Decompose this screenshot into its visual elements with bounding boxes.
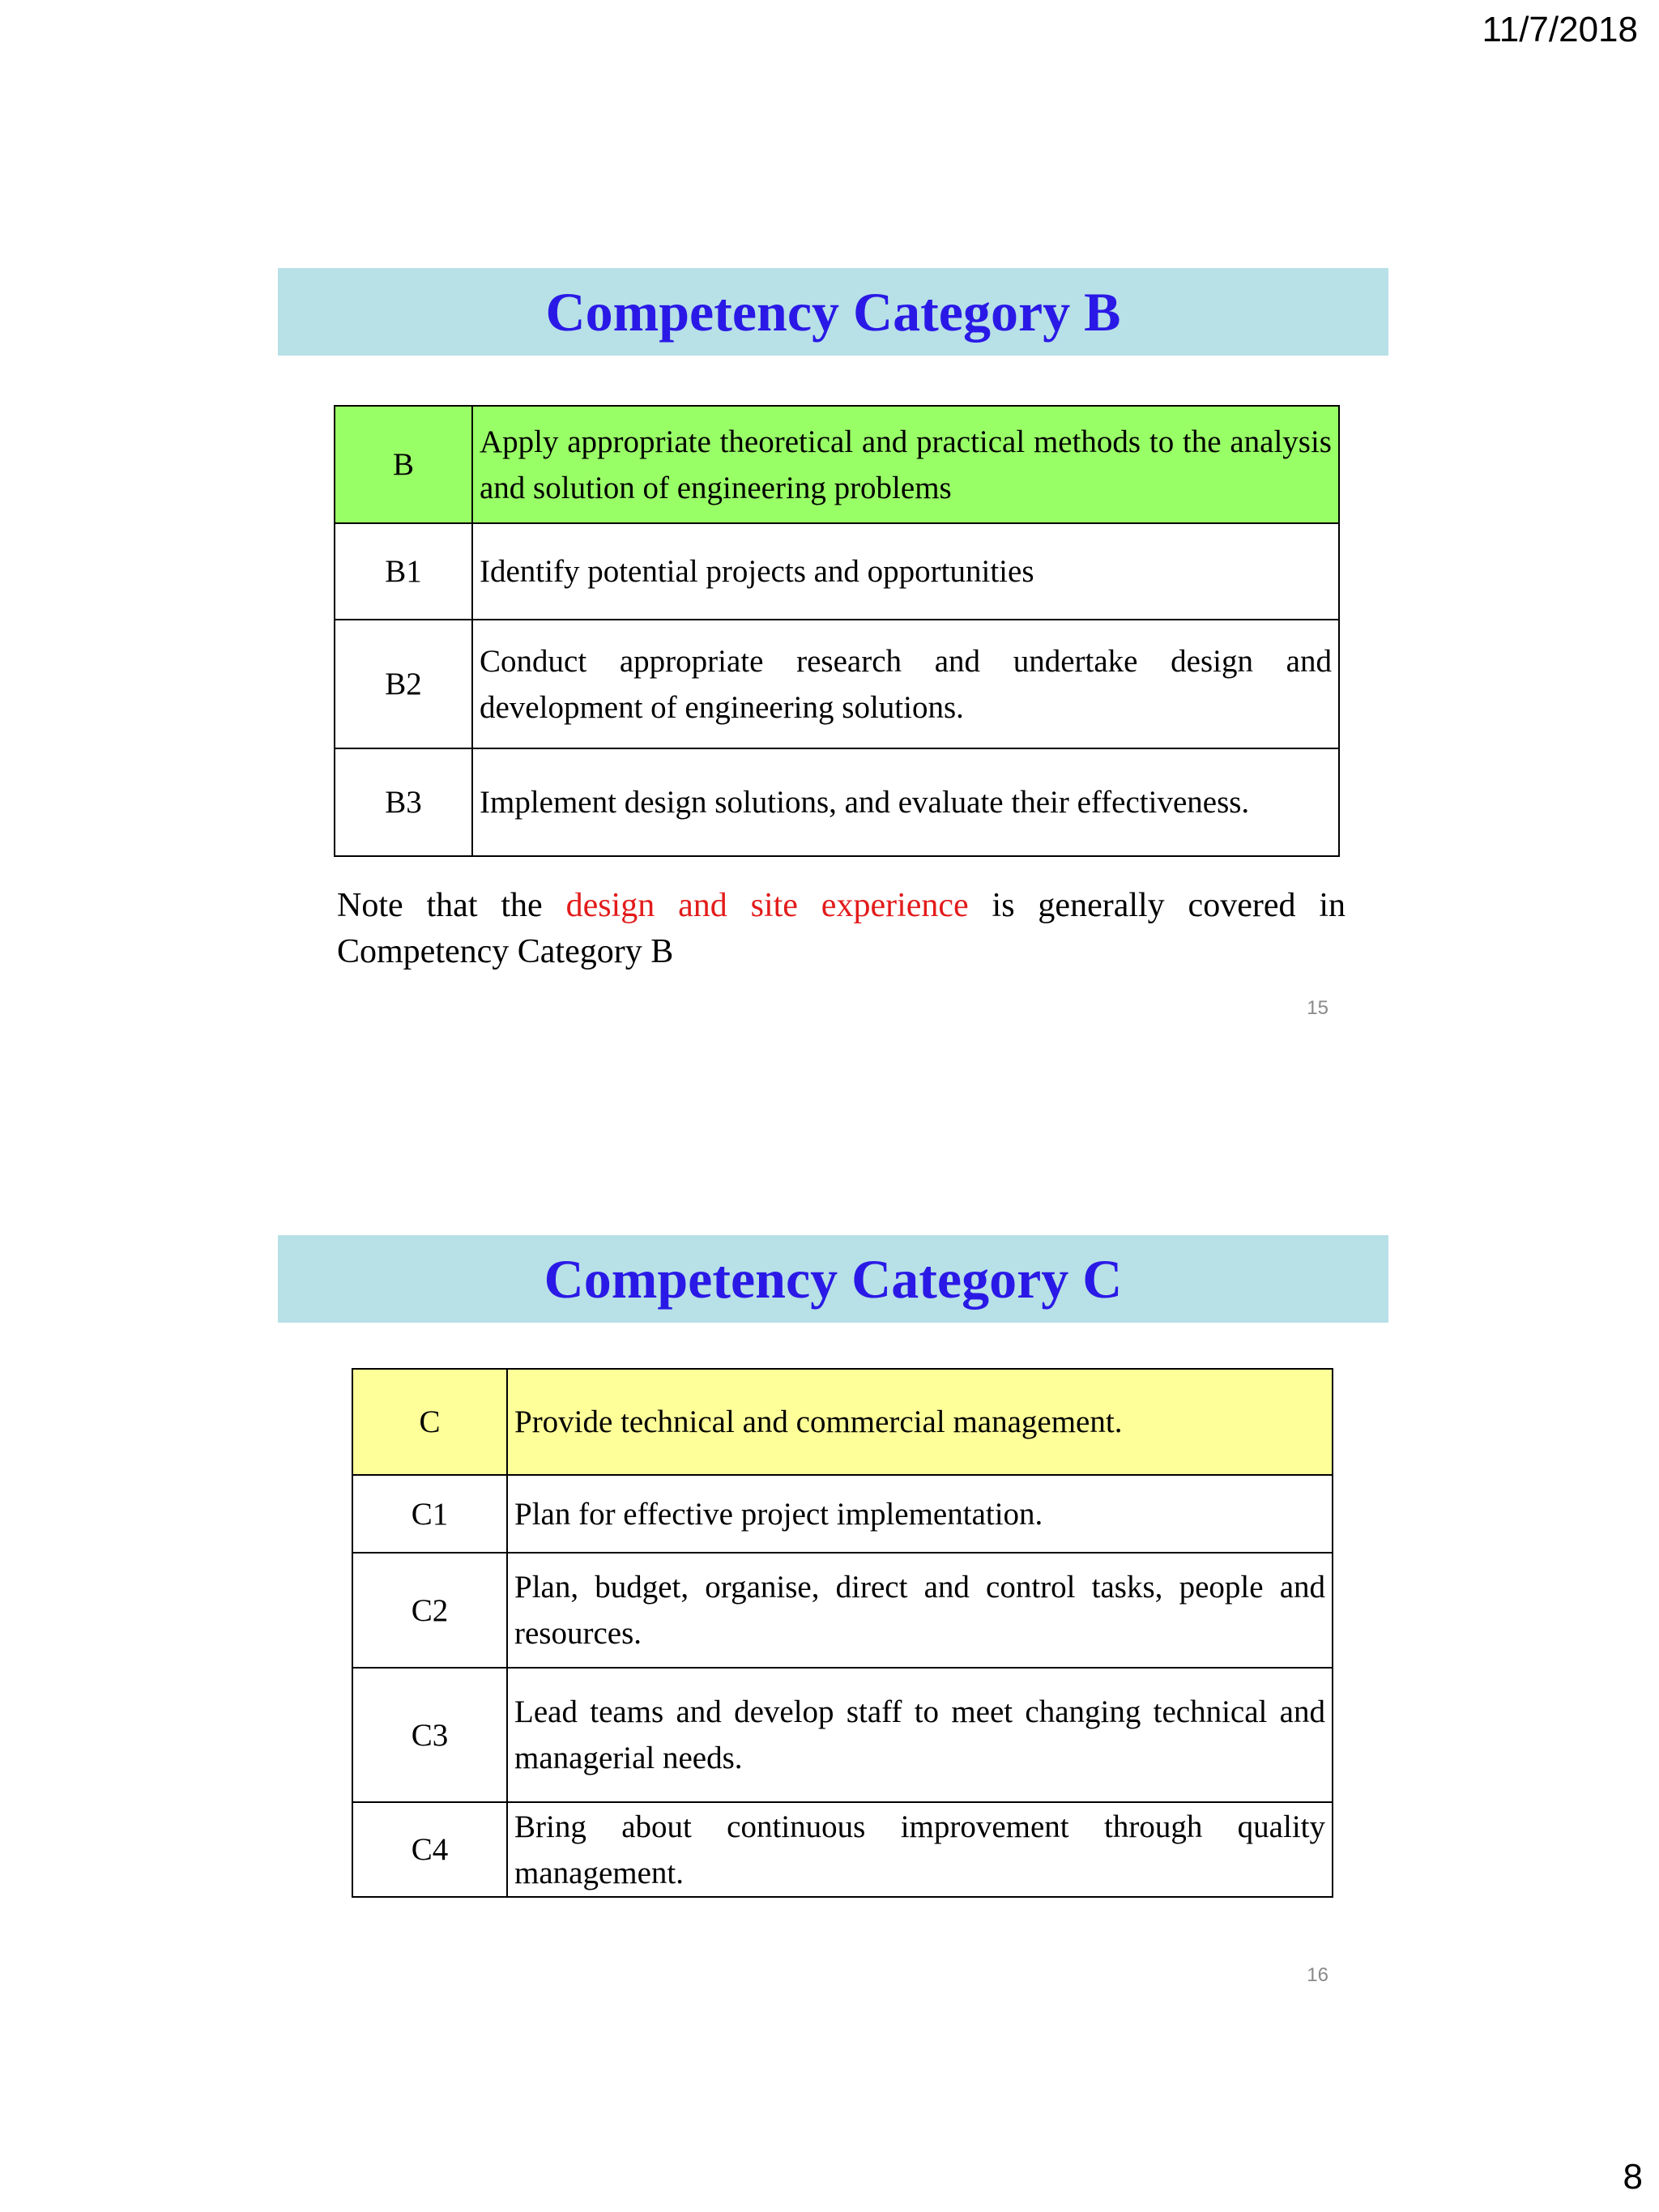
competency-description: Implement design solutions, and evaluate their effectiveness. xyxy=(472,748,1339,856)
table-row xyxy=(335,620,1339,748)
competency-code: C2 xyxy=(352,1553,507,1668)
slide-15 xyxy=(278,268,1388,1019)
competency-code: B3 xyxy=(335,748,472,856)
competency-description: Identify potential projects and opportunities xyxy=(472,523,1339,620)
competency-code: B xyxy=(335,406,472,523)
slide-title: Competency Category C xyxy=(544,1247,1123,1310)
competency-description: Plan for effective project implementation. xyxy=(507,1475,1333,1553)
table-row xyxy=(352,1802,1333,1897)
slide-number: 16 xyxy=(1307,1964,1328,1986)
slide-number: 15 xyxy=(1307,997,1328,1019)
competency-description: Conduct appropriate research and undertake design and development of engineering solutions. xyxy=(472,620,1339,748)
slide-title: Competency Category B xyxy=(545,280,1121,343)
table-row xyxy=(352,1369,1333,1475)
competency-table-b xyxy=(334,405,1340,857)
competency-code: C xyxy=(352,1369,507,1475)
note-highlight: design and site experience xyxy=(565,887,969,924)
competency-description: Apply appropriate theoretical and practical methods to the analysis and solution of engineering problems xyxy=(472,406,1339,523)
competency-code: C4 xyxy=(352,1802,507,1897)
table-row xyxy=(352,1668,1333,1802)
note-text: is generally covered in Competency Category B xyxy=(337,887,1346,970)
slide-16 xyxy=(278,1235,1388,1986)
competency-description: Bring about continuous improvement through quality management. xyxy=(507,1802,1333,1897)
competency-code: B1 xyxy=(335,523,472,620)
competency-code: C3 xyxy=(352,1668,507,1802)
table-row xyxy=(352,1553,1333,1668)
table-row xyxy=(335,406,1339,523)
note-text: Note that the xyxy=(337,887,566,924)
competency-table-c xyxy=(352,1368,1333,1898)
handout-page-number: 8 xyxy=(1623,2157,1643,2197)
table-row xyxy=(335,748,1339,856)
table-row xyxy=(352,1475,1333,1553)
competency-description: Lead teams and develop staff to meet changing technical and managerial needs. xyxy=(507,1668,1333,1802)
competency-code: B2 xyxy=(335,620,472,748)
slide-title-bar xyxy=(278,268,1388,356)
competency-description: Provide technical and commercial management. xyxy=(507,1369,1333,1475)
competency-code: C1 xyxy=(352,1475,507,1553)
handout-date: 11/7/2018 xyxy=(1482,10,1638,49)
category-note xyxy=(337,883,1346,975)
competency-description: Plan, budget, organise, direct and control tasks, people and resources. xyxy=(507,1553,1333,1668)
slide-title-bar xyxy=(278,1235,1388,1323)
table-row xyxy=(335,523,1339,620)
